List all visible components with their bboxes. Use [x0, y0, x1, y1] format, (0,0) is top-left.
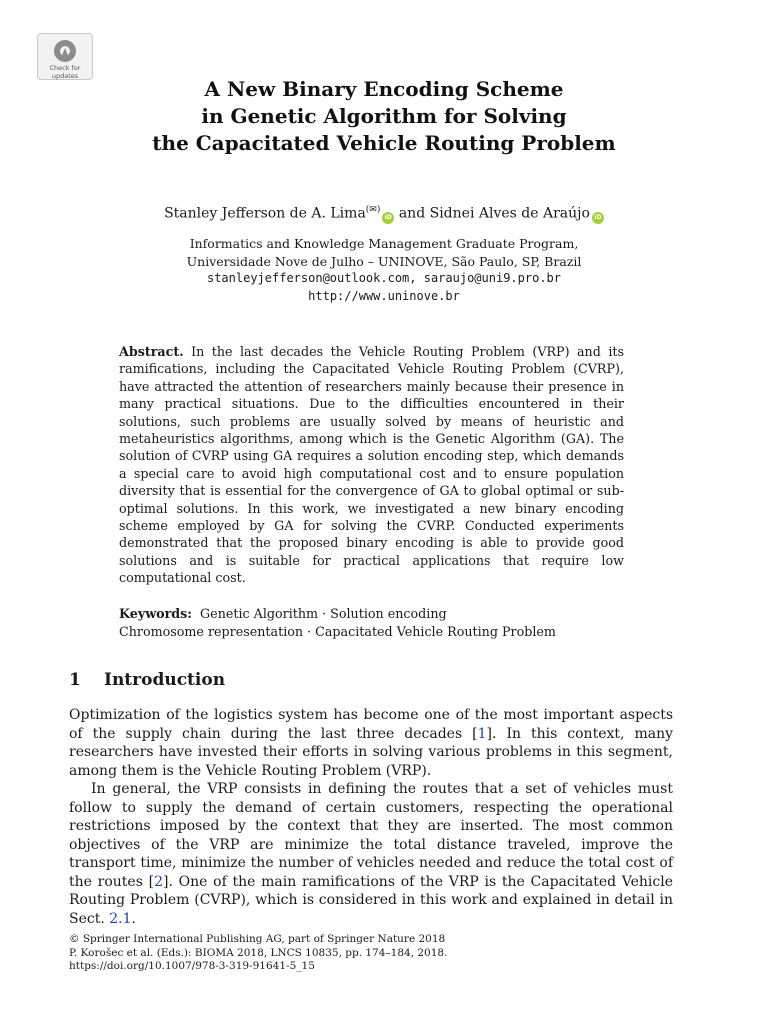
title-line-2: in Genetic Algorithm for Solving: [201, 104, 567, 128]
title-line-3: the Capacitated Vehicle Routing Problem: [152, 131, 616, 155]
institution-url[interactable]: http://www.uninove.br: [308, 288, 460, 303]
abstract: [119, 343, 624, 587]
doi-link[interactable]: https://doi.org/10.1007/978-3-319-91641-5_15: [69, 960, 315, 972]
copyright-line: © Springer International Publishing AG, part of Springer Nature 2018: [69, 933, 446, 945]
orcid-icon[interactable]: iD: [382, 212, 394, 224]
introduction-body: [69, 706, 673, 928]
citation-line: P. Korošec et al. (Eds.): BIOMA 2018, LNCS 10835, pp. 174–184, 2018.: [69, 946, 448, 959]
author-emails[interactable]: stanleyjefferson@outlook.com, saraujo@uni9.pro.br: [206, 271, 561, 285]
author-1-name: Stanley Jefferson de A. Lima: [164, 205, 366, 222]
keywords-label: Keywords:: [119, 606, 192, 621]
abstract-label: Abstract.: [119, 344, 184, 359]
intro-p1-text-b: ]. In this context, many researchers have invested their efforts in solving various problems in this segment, among them is the Vehicle Routing Problem (VRP).: [69, 725, 674, 779]
intro-p2-text-b: ]. One of the main ramifications of the VRP is the Capacitated Vehicle Routing Problem (CVRP), which is considered in this work and explained in detail in Sect.: [69, 873, 673, 927]
section-heading-introduction: [69, 669, 225, 691]
citation-link-1[interactable]: 1: [477, 725, 487, 742]
keywords-line-2: Chromosome representation · Capacitated Vehicle Routing Problem: [119, 623, 556, 639]
paper-title: [0, 76, 768, 157]
corresponding-author-mark: (✉): [365, 205, 381, 215]
keywords: [119, 605, 639, 640]
title-line-1: A New Binary Encoding Scheme: [204, 77, 564, 101]
copyright-footnote: [69, 933, 689, 974]
intro-p2-text-c: .: [131, 910, 136, 927]
section-link-2-1[interactable]: 2.1: [109, 910, 132, 927]
check-for-updates-icon: [52, 38, 78, 64]
section-number: 1: [69, 670, 81, 690]
citation-link-2[interactable]: 2: [154, 873, 163, 890]
keywords-line-1: Genetic Algorithm · Solution encoding: [200, 606, 447, 621]
intro-p1-text-a: Optimization of the logistics system has become one of the most important aspects of the supply chain during the last three decades [: [69, 707, 673, 742]
badge-label-line1: Check for: [49, 64, 81, 72]
author-2-name: Sidnei Alves de Araújo: [429, 205, 590, 222]
intro-p2-text-a: In general, the VRP consists in defining the routes that a set of vehicles must follow to supply the demand of certain customers, respecting the operational restrictions imposed by the context that they are inserted. The most common objectives of the VRP are minimize the total distance traveled, improve the transport time, minimize the number of vehicles needed and reduce the total cost of the routes [: [69, 781, 673, 890]
section-title: Introduction: [104, 670, 226, 690]
affiliation-line-1: Informatics and Knowledge Management Graduate Program,: [189, 236, 579, 251]
author-connector: and: [398, 205, 426, 222]
orcid-icon[interactable]: iD: [592, 212, 604, 224]
abstract-text: In the last decades the Vehicle Routing Problem (VRP) and its ramifications, including the Capacitated Vehicle Routing Problem (CVRP), have attracted the attention of researchers mainly because their presence in many practical situations. Due to the difficulties encountered in their solutions, such problems are usually solved by means of heuristic and metaheuristics algorithms, among which is the Genetic Algorithm (GA). The solution of CVRP using GA requires a solution encoding step, which demands a special care to avoid high computational cost and to ensure population diversity that is essential for the convergence of GA to global optimal or sub-optimal solutions. In this work, we investigated a new binary encoding scheme employed by GA for solving the CVRP. Conducted experiments demonstrated that the proposed binary encoding is able to provide good solutions and is suitable for practical applications that require low computational cost.: [119, 344, 624, 586]
intro-paragraph-1: [69, 706, 673, 780]
affiliation-line-2: Universidade Nove de Julho – UNINOVE, São Paulo, SP, Brazil: [186, 253, 582, 269]
intro-paragraph-2: [69, 780, 673, 928]
badge-label-line2: updates: [51, 72, 79, 80]
check-for-updates-badge[interactable]: [37, 33, 93, 80]
affiliation-block: [0, 235, 768, 305]
author-line: [0, 201, 768, 224]
